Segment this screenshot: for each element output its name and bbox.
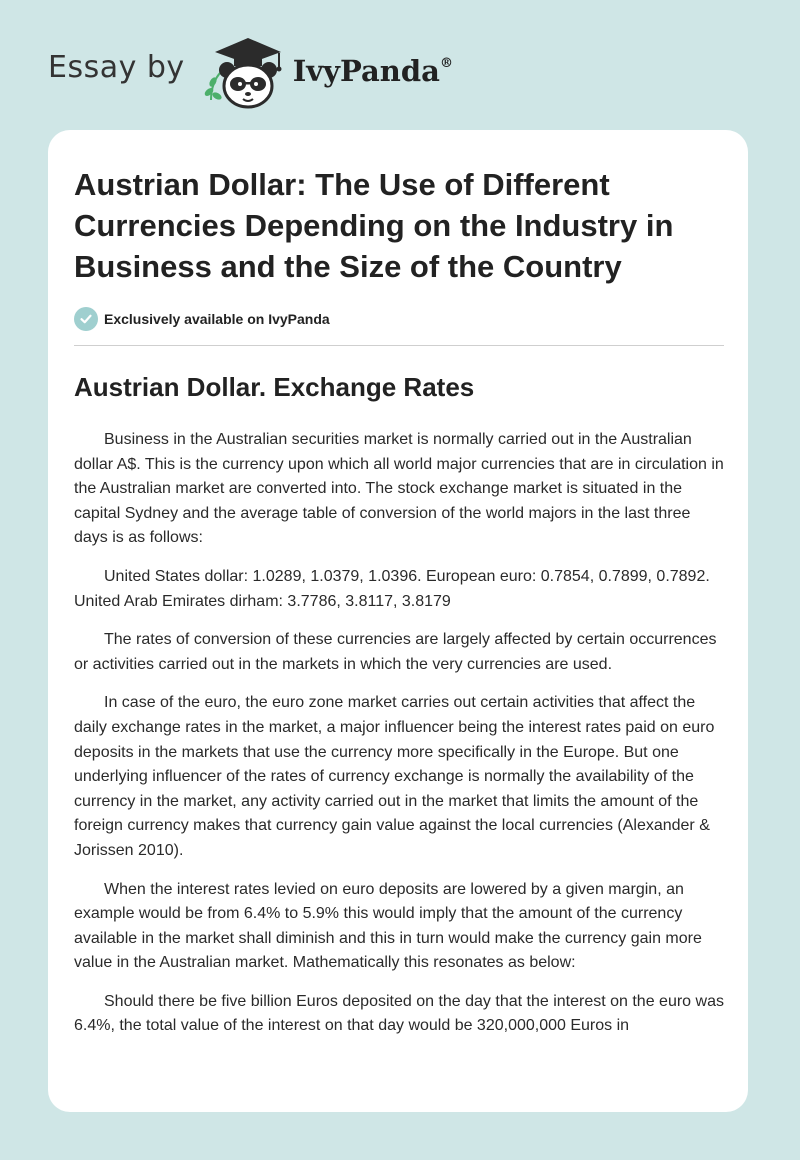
paragraph: The rates of conversion of these currencies are largely affected by certain occurrences or activities carried out in the markets in which the very currencies are used. — [74, 631, 717, 673]
brand-prefix: Essay by — [48, 49, 185, 85]
article-card — [48, 130, 748, 1112]
divider — [74, 345, 724, 346]
exclusive-badge — [74, 307, 330, 331]
ivypanda-logo-icon[interactable] — [197, 34, 289, 110]
section-heading: Austrian Dollar. Exchange Rates — [74, 372, 475, 402]
article-title: Austrian Dollar: The Use of Different Currencies Depending on the Industry in Business and the Size of the Country — [74, 167, 674, 284]
paragraph: Business in the Australian securities market is normally carried out in the Australian dollar A$. This is the currency upon which all world major currencies that are in circulation in the Australian market are converted into. The stock exchange market is situated in the capital Sydney and the average table of conversion of the world majors in the last three days is as follows: — [74, 431, 724, 547]
article-body — [74, 428, 724, 1053]
brand-name[interactable]: IvyPanda® — [292, 54, 453, 88]
paragraph: United States dollar: 1.0289, 1.0379, 1.0396. European euro: 0.7854, 0.7899, 0.7892. United Arab Emirates dirham: 3.7786, 3.8117, 3.8179 — [74, 567, 710, 610]
paragraph: In case of the euro, the euro zone market carries out certain activities that affect the daily exchange rates in the market, a major influencer being the interest rates paid on euro deposits in the markets that use the currency more specifically in the Europe. But one underlying influencer of the rates of currency exchange is normally the availability of the currency in the market, any activity carried out in the market that limits the amount of the foreign currency makes that currency gain value against the local currencies (Alexander & Jorissen 2010). — [74, 694, 715, 859]
paragraph: When the interest rates levied on euro deposits are lowered by a given margin, an example would be from 6.4% to 5.9% this would imply that the amount of the currency available in the market shall diminish and this in turn would make the currency gain more value in the Australian market. Mathematically this resonates as below: — [74, 880, 702, 972]
check-circle-icon — [74, 307, 98, 331]
exclusive-badge-label: Exclusively available on IvyPanda — [104, 311, 330, 327]
paragraph: Should there be five billion Euros deposited on the day that the interest on the euro was 6.4%, the total value of the interest on that day would be 320,000,000 Euros in — [74, 992, 724, 1035]
site-header — [48, 34, 508, 110]
